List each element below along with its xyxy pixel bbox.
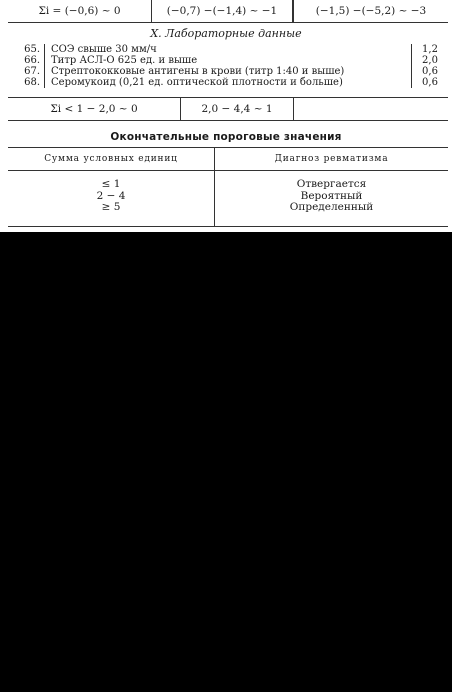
sum-value: ≥ 5 [101,201,121,213]
lab-data-table [8,44,448,88]
row-number: 65. [24,44,40,55]
table-body [8,171,448,227]
lab-sum-cell-1: Σi < 1 − 2,0 ~ 0 [8,98,181,120]
table-header [8,147,448,171]
row-text: Серомукоид (0,21 ед. оптической плотности и больше) [44,77,411,88]
row-text: Стрептококковые антигены в крови (титр 1:40 и выше) [44,66,411,77]
sum-cell-2: (−0,7) −(−1,4) ~ −1 [152,0,294,22]
sum-value: ≤ 1 [101,178,121,190]
row-number: 67. [24,66,40,77]
diagnosis-value: Вероятный [300,189,363,202]
row-number: 68. [24,77,40,88]
top-sum-row [8,0,448,23]
sum-column [8,171,215,226]
sum-cell-1: Σi = (−0,6) ~ 0 [8,0,152,22]
document-page [0,0,452,232]
final-thresholds-table [8,147,448,227]
table-row [8,77,448,88]
row-value: 0,6 [411,66,448,77]
header-sum: Сумма условных единиц [8,148,215,170]
row-value: 2,0 [411,55,448,66]
diagnosis-value: Отвергается [296,178,367,190]
header-diagnosis: Диагноз ревматизма [274,154,389,164]
row-value: 0,6 [411,77,448,88]
table-row [8,55,448,66]
row-number: 66. [24,55,40,66]
final-thresholds-title: Окончательные пороговые значения [110,131,342,143]
diagnosis-value: Определенный [289,201,374,213]
lab-sum-cell-3 [294,98,448,120]
sum-value: 2 − 4 [96,189,126,202]
table-row [8,44,448,55]
diagnosis-column [215,171,448,226]
table-row [8,66,448,77]
lab-sum-row [8,97,448,121]
sum-cell-3: (−1,5) −(−5,2) ~ −3 [315,5,427,17]
lab-sum-cell-2: 2,0 − 4,4 ~ 1 [181,98,294,120]
blank-black-area [0,232,452,692]
row-text: Титр АСЛ-О 625 ед. и выше [44,55,411,66]
section-title: X. Лабораторные данные [150,27,302,40]
row-value: 1,2 [411,44,448,55]
row-text: СОЭ свыше 30 мм/ч [44,44,411,55]
